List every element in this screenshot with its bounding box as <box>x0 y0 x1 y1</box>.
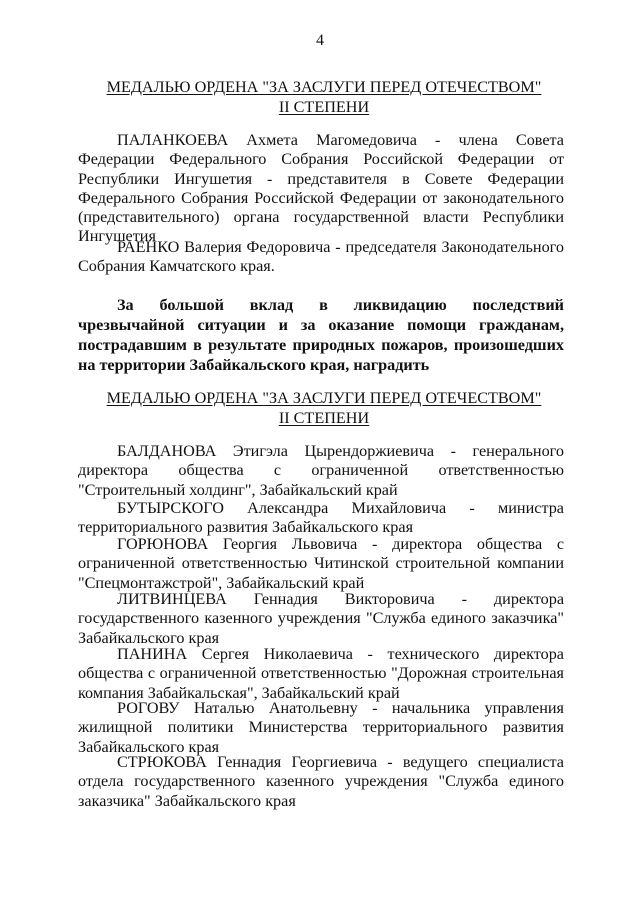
award-entry-stryukov: СТРЮКОВА Геннадия Георгиевича - ведущего специалиста отдела государственного казенного учреждения "Служба единого заказчика" Забайкальского края <box>78 753 564 810</box>
award-entry-panin: ПАНИНА Сергея Николаевича - технического директора общества с ограниченной ответственностью "Дорожная строительная компания Забайкальская", Забайкальский край <box>78 645 564 702</box>
award-entry-rogova: РОГОВУ Наталью Анатольевну - начальника управления жилищной политики Министерства территориального развития Забайкальского края <box>78 699 564 756</box>
award-entry-raenko: РАЕНКО Валерия Федоровича - председателя Законодательного Собрания Камчатского края. <box>78 238 564 276</box>
award-entry-butyrsky: БУТЫРСКОГО Александра Михайловича - министра территориального развития Забайкальского края <box>78 499 564 537</box>
award-heading-1 <box>80 77 568 117</box>
award-entry-litvintsev: ЛИТВИНЦЕВА Геннадия Викторовича - директора государственного казенного учреждения "Служба единого заказчика" Забайкальского края <box>78 590 564 647</box>
decree-paragraph: За большой вклад в ликвидацию последствий чрезвычайной ситуации и за оказание помощи гражданам, пострадавшим в результате природных пожаров, произошедших на территории Забайкальского края, наградить <box>78 296 564 374</box>
award-heading-2 <box>80 388 568 428</box>
award-heading-1-line2: II СТЕПЕНИ <box>278 98 370 116</box>
award-entry-baldanov: БАЛДАНОВА Этигэла Цырендоржиевича - генерального директора общества с ограниченной ответственностью "Строительный холдинг", Забайкальский край <box>78 442 564 499</box>
award-entry-paliankoev: ПАЛАНКОЕВА Ахмета Магомедовича - члена Совета Федерации Федерального Собрания Российской Федерации от Республики Ингушетия - представителя в Совете Федерации Федерального Собрания Российской Федерации от законодательного (представительного) органа государственной власти Республики Ингушетия <box>78 131 564 246</box>
award-heading-1-line1: МЕДАЛЬЮ ОРДЕНА "ЗА ЗАСЛУГИ ПЕРЕД ОТЕЧЕСТВОМ" <box>106 78 542 96</box>
award-heading-2-line1: МЕДАЛЬЮ ОРДЕНА "ЗА ЗАСЛУГИ ПЕРЕД ОТЕЧЕСТВОМ" <box>106 389 542 407</box>
award-heading-2-line2: II СТЕПЕНИ <box>278 409 370 427</box>
page-number: 4 <box>316 32 324 49</box>
award-entry-goryunov: ГОРЮНОВА Георгия Львовича - директора общества с ограниченной ответственностью Читинской строительной компании "Спецмонтажстрой", Забайкальский край <box>78 535 564 592</box>
